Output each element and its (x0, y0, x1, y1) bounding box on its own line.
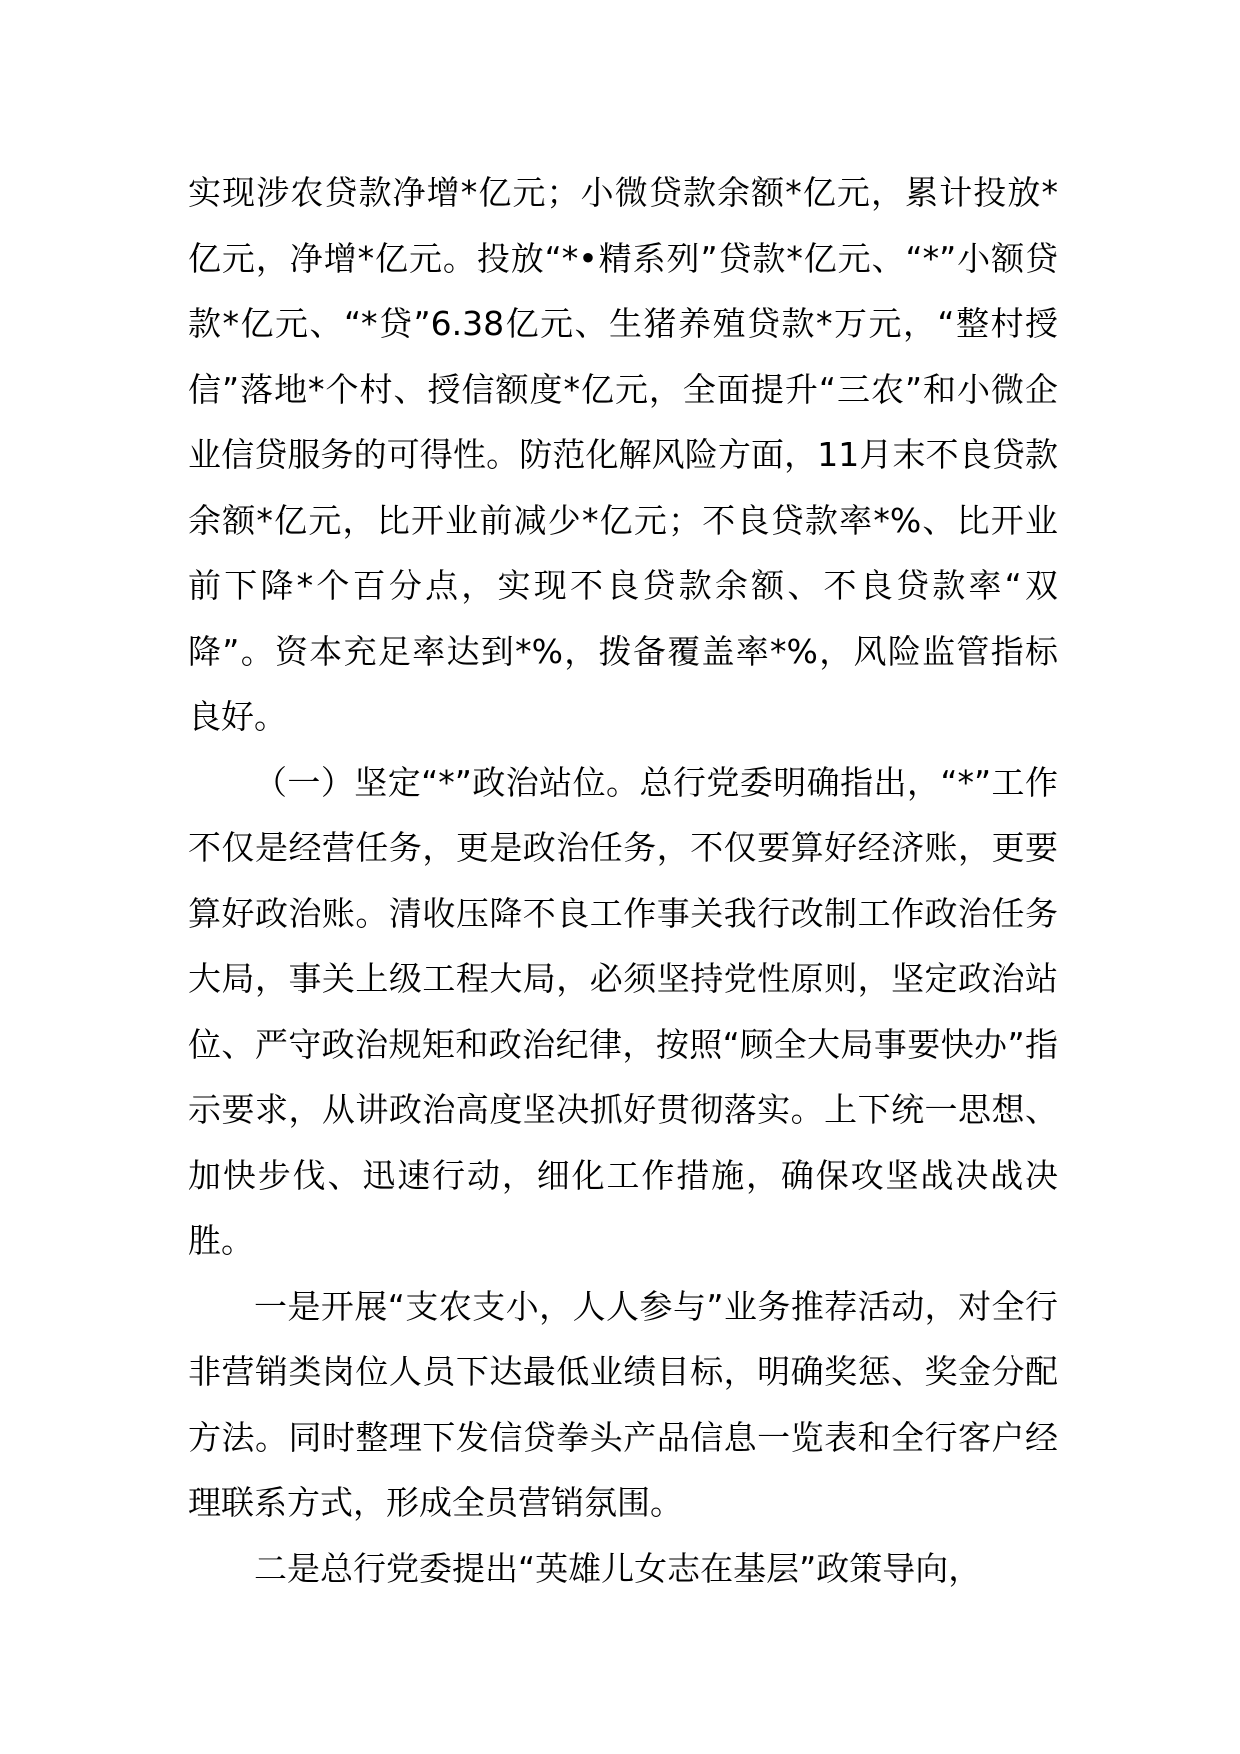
paragraph-political-stance: （一）坚定“*”政治站位。总行党委明确指出，“*”工作不仅是经营任务，更是政治任务，不仅要算好经济账，更要算好政治账。清收压降不良工作事关我行改制工作政治任务大局，事关上级工程大局，必须坚持党性原则，坚定政治站位、严守政治规矩和政治纪律，按照“顾全大局事要快办”指示要求，从讲政治高度坚决抓好贯彻落实。上下统一思想、加快步伐、迅速行动，细化工作措施，确保攻坚战决战决胜。 (188, 762, 1058, 1260)
paragraph-point-one: 一是开展“支农支小，人人参与”业务推荐活动，对全行非营销类岗位人员下达最低业绩目标，明确奖惩、奖金分配方法。同时整理下发信贷拳头产品信息一览表和全行客户经理联系方式，形成全员营销氛围。 (188, 1286, 1058, 1522)
paragraph-performance-summary: 实现涉农贷款净增*亿元；小微贷款余额*亿元，累计投放*亿元，净增*亿元。投放“*•精系列”贷款*亿元、“*”小额贷款*亿元、“*贷”6.38亿元、生猪养殖贷款*万元，“整村授信”落地*个村、授信额度*亿元，全面提升“三农”和小微企业信贷服务的可得性。防范化解风险方面，11月末不良贷款余额*亿元，比开业前减少*亿元；不良贷款率*%、比开业前下降*个百分点，实现不良贷款余额、不良贷款率“双降”。资本充足率达到*%，拨备覆盖率*%，风险监管指标良好。 (188, 173, 1058, 736)
document-body (188, 160, 1058, 1601)
paragraph-point-two: 二是总行党委提出“英雄儿女志在基层”政策导向， (254, 1548, 982, 1588)
